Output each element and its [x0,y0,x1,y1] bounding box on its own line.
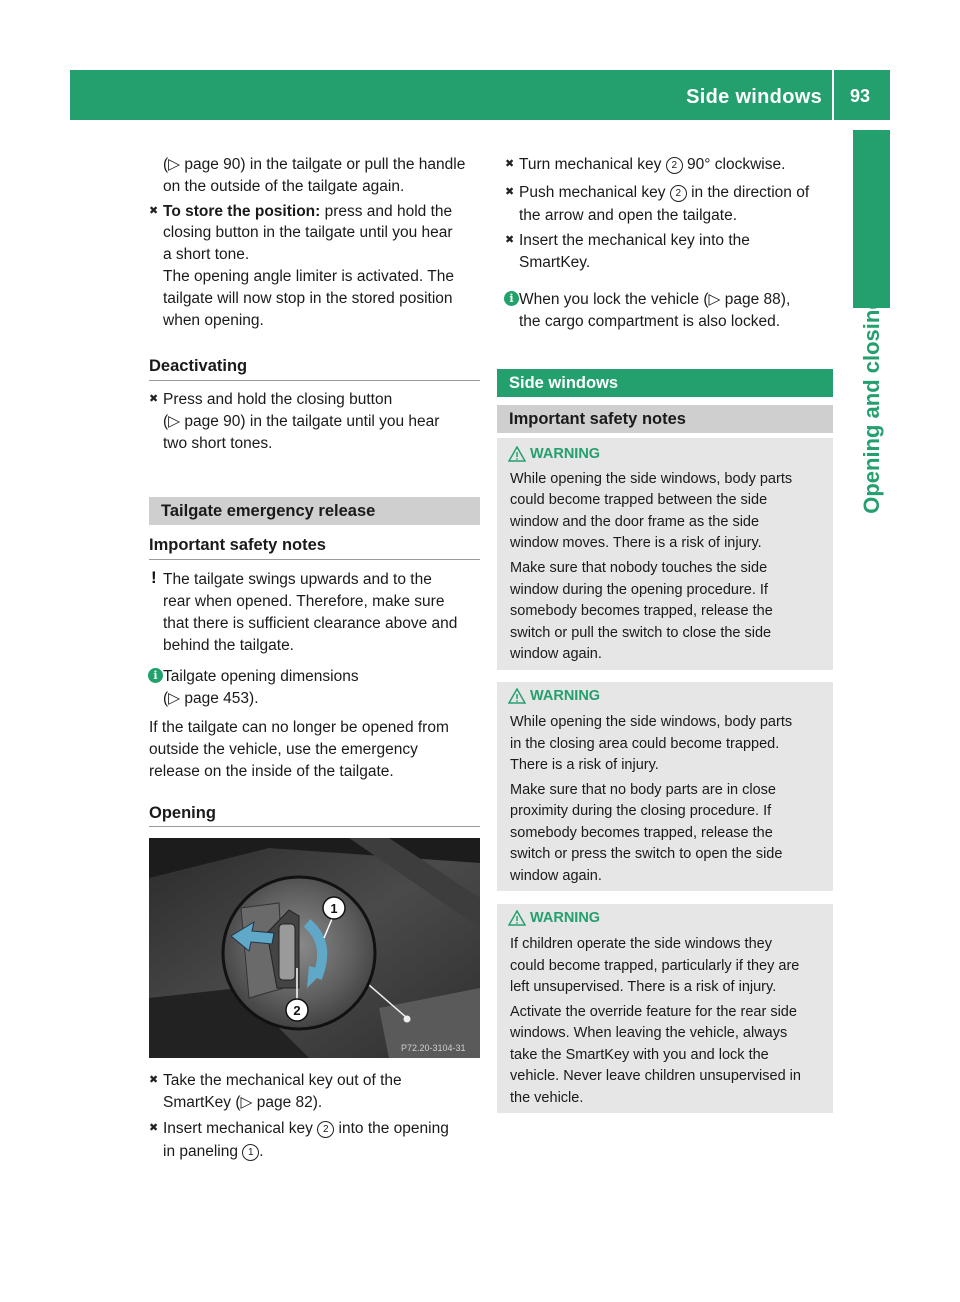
callout-2-glyph: 2 [670,185,687,202]
caution-note: behind the tailgate. [163,637,294,654]
info-note: the cargo compartment is also locked. [519,313,781,330]
deactivate-step: two short tones. [163,435,273,452]
warning-text: Make sure that nobody touches the side [510,560,768,576]
info-note: (▷ page 453). [163,690,259,707]
store-position-step: when opening. [163,312,264,329]
callout-2: 2 [293,1003,301,1018]
warning-title: WARNING [530,688,601,704]
bullet-arrow-icon: ✖ [149,1074,159,1086]
info-note: Tailgate opening dimensions [163,668,359,685]
store-position-step: closing button in the tailgate until you hear [163,224,453,241]
warning-text: If children operate the side windows they [510,936,772,952]
heading-rule [149,380,480,381]
heading-rule [149,559,480,560]
insert-key-step: in paneling 1 . [163,1143,264,1160]
bullet-arrow-icon: ✖ [505,186,515,198]
intro-text: (▷ page 90) in the tailgate or pull the handle [163,156,466,173]
push-key-step: Push mechanical key 2 in the direction of [519,184,810,201]
warning-text: Activate the override feature for the rear side [510,1004,797,1020]
safety-notes-heading: Important safety notes [149,536,326,554]
body-paragraph: release on the inside of the tailgate. [149,763,394,780]
info-icon: i [148,668,163,683]
intro-text: on the outside of the tailgate again. [163,178,405,195]
page-section-title: Side windows [686,86,822,108]
warning-text: the vehicle. [510,1090,584,1106]
warning-text: There is a risk of injury. [510,757,659,773]
warning-text: Make sure that no body parts are in close [510,782,776,798]
header-divider [832,70,834,120]
opening-heading: Opening [149,804,216,822]
take-key-step: SmartKey (▷ page 82). [163,1094,323,1111]
info-icon: i [504,291,519,306]
warning-text: window during the opening procedure. If [510,582,768,598]
warning-text: window again. [510,646,602,662]
warning-text: left unsupervised. There is a risk of injury. [510,979,777,995]
insert-key-step: Insert mechanical key 2 into the opening [163,1120,449,1137]
store-position-step: a short tone. [163,246,250,263]
warning-text: While opening the side windows, body parts [510,714,793,730]
store-position-step: The opening angle limiter is activated. The [163,268,454,285]
warning-text: in the closing area could become trapped. [510,736,780,752]
warning-text: window moves. There is a risk of injury. [510,535,762,551]
take-key-step: Take the mechanical key out of the [163,1072,402,1089]
page-number: 93 [849,86,871,106]
body-paragraph: If the tailgate can no longer be opened from [149,719,449,736]
warning-text: could become trapped, particularly if they are [510,958,800,974]
deactivate-step: (▷ page 90) in the tailgate until you hear [163,413,440,430]
callout-1-glyph: 1 [242,1144,259,1161]
insert-smartkey-step: Insert the mechanical key into the [519,232,750,249]
illustration-reference-code: P72.20-3104-31 [401,1043,466,1053]
push-key-step: the arrow and open the tailgate. [519,207,738,224]
chapter-tab-label: Opening and closing [859,296,884,514]
insert-smartkey-step: SmartKey. [519,254,591,271]
deactivate-step: Press and hold the closing button [163,391,393,408]
heading-rule [149,826,480,827]
warning-text: windows. When leaving the vehicle, always [510,1025,788,1041]
bullet-arrow-icon: ✖ [505,158,515,170]
safety-notes-band: Important safety notes [497,405,833,433]
warning-text: somebody becomes trapped, release the [510,603,773,619]
side-windows-band: Side windows [497,369,833,397]
bullet-arrow-icon: ✖ [149,1122,159,1134]
callout-2-glyph: 2 [317,1121,334,1138]
bullet-arrow-icon: ✖ [149,393,159,405]
info-note: When you lock the vehicle (▷ page 88), [519,291,791,308]
chapter-tab-marker [853,130,890,308]
warning-triangle-icon [508,688,526,704]
warning-title: WARNING [530,910,601,926]
warning-text: could become trapped between the side [510,492,768,508]
warning-triangle-icon [508,910,526,926]
exclamation-icon: ! [151,568,157,587]
warning-text: While opening the side windows, body parts [510,471,793,487]
emergency-release-band: Tailgate emergency release [149,497,480,525]
warning-title: WARNING [530,446,601,462]
warning-text: somebody becomes trapped, release the [510,825,773,841]
warning-text: vehicle. Never leave children unsupervised in [510,1068,801,1084]
turn-key-step: Turn mechanical key 2 90° clockwise. [519,156,786,173]
tailgate-emergency-release-illustration [149,838,480,1058]
warning-text: proximity during the closing procedure. If [510,803,772,819]
deactivating-heading: Deactivating [149,357,248,375]
bullet-arrow-icon: ✖ [505,234,515,246]
bullet-arrow-icon: ✖ [149,205,159,217]
callout-1: 1 [330,901,338,916]
warning-text: switch or press the switch to open the side [510,846,783,862]
warning-triangle-icon [508,446,526,462]
body-paragraph: outside the vehicle, use the emergency [149,741,418,758]
warning-text: window again. [510,868,602,884]
caution-note: rear when opened. Therefore, make sure [163,593,445,610]
store-position-step: tailgate will now stop in the stored position [163,290,453,307]
store-position-step: To store the position: press and hold the [163,203,453,220]
warning-text: switch or pull the switch to close the side [510,625,772,641]
warning-text: window and the door frame as the side [510,514,760,530]
caution-note: that there is sufficient clearance above and [163,615,458,632]
warning-text: take the SmartKey with you and lock the [510,1047,769,1063]
caution-note: The tailgate swings upwards and to the [163,571,432,588]
callout-2-glyph: 2 [666,157,683,174]
